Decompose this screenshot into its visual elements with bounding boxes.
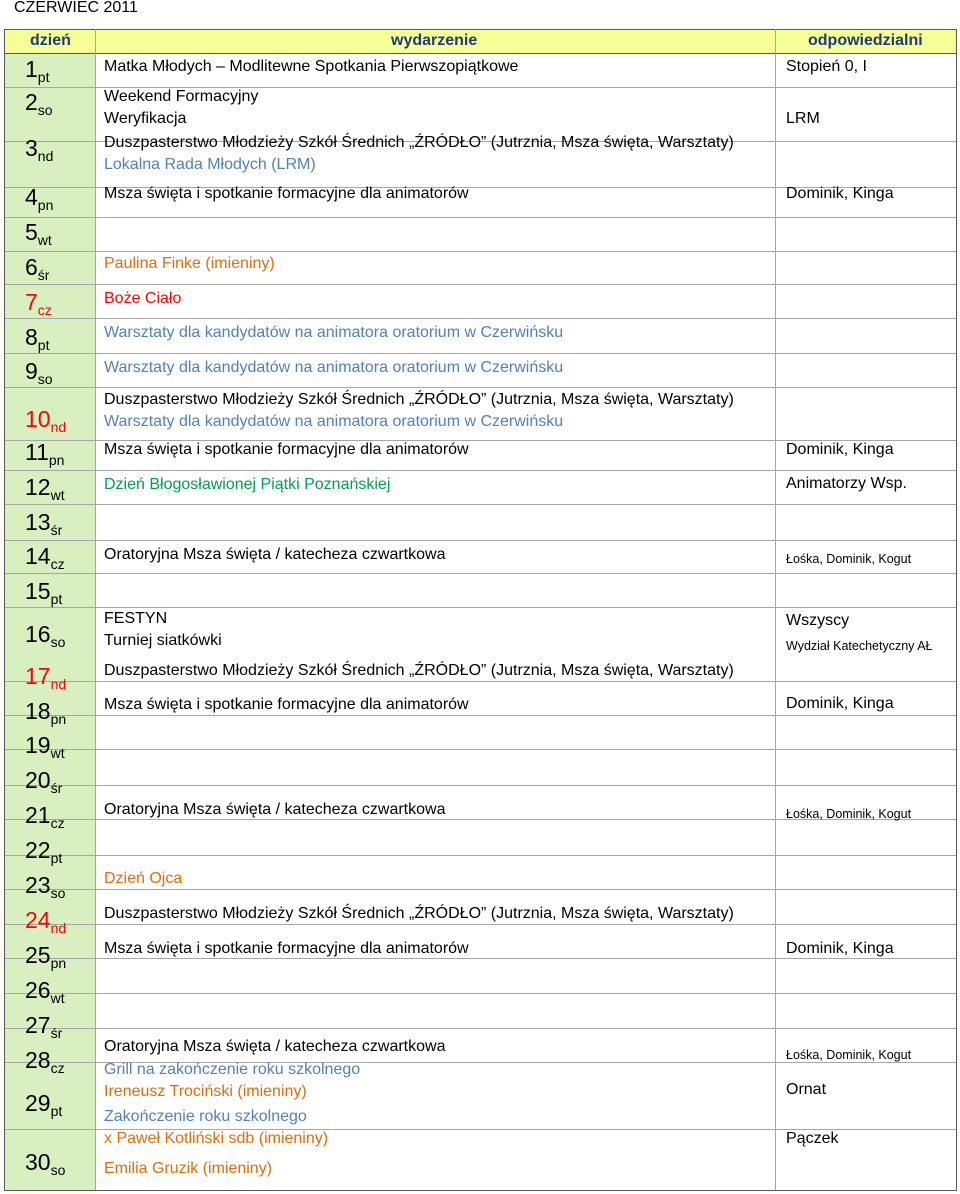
day-of-week: so — [50, 1162, 66, 1178]
event-text: Matka Młodych – Modlitewne Spotkania Pierwszopiątkowe — [104, 58, 519, 75]
day-cell — [25, 767, 62, 797]
column-divider — [956, 29, 957, 1190]
responsible-text: Dominik, Kinga — [786, 441, 894, 458]
day-number: 19 — [25, 732, 51, 758]
day-number: 21 — [25, 802, 51, 828]
day-cell — [25, 543, 65, 573]
day-cell — [25, 942, 66, 972]
responsible-text: Dominik, Kinga — [786, 185, 894, 202]
day-of-week: wt — [50, 990, 65, 1006]
responsible-text: Animatorzy Wsp. — [786, 475, 907, 492]
day-cell — [25, 578, 62, 608]
row-divider — [4, 284, 957, 285]
day-number: 28 — [25, 1047, 51, 1073]
event-text: Dzień Ojca — [104, 870, 183, 887]
day-of-week: pn — [50, 711, 67, 727]
day-of-week: wt — [37, 232, 52, 248]
day-number: 3 — [25, 135, 38, 161]
day-of-week: pt — [50, 850, 63, 866]
day-cell — [25, 358, 53, 388]
day-number: 20 — [25, 767, 51, 793]
event-text: Paulina Finke (imieniny) — [104, 255, 275, 272]
day-of-week: śr — [50, 780, 63, 796]
day-of-week: cz — [50, 556, 65, 572]
row-divider — [4, 217, 957, 218]
event-text: Oratoryjna Msza święta / katecheza czwartkowa — [104, 1038, 446, 1055]
day-cell — [25, 254, 49, 284]
table-header — [4, 29, 957, 53]
day-number: 26 — [25, 977, 51, 1003]
responsible-text: LRM — [786, 110, 820, 127]
day-number: 1 — [25, 56, 38, 82]
day-number: 24 — [25, 907, 51, 933]
event-text: Zakończenie roku szkolnego — [104, 1108, 307, 1125]
row-divider — [4, 1028, 957, 1029]
day-number: 11 — [25, 439, 49, 465]
event-text: Msza święta i spotkanie formacyjne dla animatorów — [104, 185, 469, 202]
event-text: Turniej siatkówki — [104, 632, 222, 649]
day-number: 16 — [25, 621, 51, 647]
day-of-week: so — [50, 885, 66, 901]
row-divider — [4, 749, 957, 750]
day-cell — [25, 509, 62, 539]
day-number: 12 — [25, 474, 51, 500]
header-responsible: odpowiedzialni — [808, 32, 923, 49]
row-divider — [4, 1190, 957, 1191]
responsible-text: Pączek — [786, 1130, 839, 1147]
day-cell — [25, 732, 65, 762]
event-text: Weekend Formacyjny — [104, 88, 259, 105]
event-text: x Paweł Kotliński sdb (imieniny) — [104, 1130, 329, 1147]
day-cell — [25, 135, 53, 165]
day-cell — [25, 289, 52, 319]
row-divider — [4, 53, 957, 54]
day-of-week: śr — [37, 267, 50, 283]
day-of-week: wt — [50, 745, 65, 761]
day-number: 13 — [25, 509, 51, 535]
day-number: 8 — [25, 324, 38, 350]
day-of-week: pt — [50, 591, 63, 607]
day-cell — [25, 324, 49, 354]
day-number: 7 — [25, 289, 38, 315]
day-of-week: pt — [37, 69, 50, 85]
day-number: 9 — [25, 358, 38, 384]
day-number: 23 — [25, 872, 51, 898]
responsible-text: Ornat — [786, 1081, 827, 1098]
day-cell — [25, 977, 65, 1007]
day-number: 27 — [25, 1012, 51, 1038]
day-number: 17 — [25, 663, 51, 689]
day-number: 4 — [25, 184, 38, 210]
responsible-text: Łośka, Dominik, Kogut — [786, 552, 912, 566]
day-number: 22 — [25, 837, 51, 863]
day-cell — [25, 1012, 62, 1042]
event-text: Oratoryjna Msza święta / katecheza czwartkowa — [104, 546, 446, 563]
day-of-week: pn — [48, 452, 65, 468]
day-number: 15 — [25, 578, 51, 604]
day-number: 29 — [25, 1090, 51, 1116]
day-cell — [25, 621, 65, 651]
day-cell — [25, 56, 49, 86]
event-text: Warsztaty dla kandydatów na animatora oratorium w Czerwińsku — [104, 413, 564, 430]
event-text: Warsztaty dla kandydatów na animatora oratorium w Czerwińsku — [104, 324, 564, 341]
day-cell — [25, 1047, 65, 1077]
day-of-week: so — [37, 371, 53, 387]
day-number: 10 — [25, 406, 51, 432]
day-cell — [25, 474, 65, 504]
day-cell — [25, 439, 64, 469]
event-text: Oratoryjna Msza święta / katecheza czwartkowa — [104, 801, 446, 818]
header-event: wydarzenie — [391, 32, 478, 49]
day-cell — [25, 698, 66, 728]
header-day: dzień — [30, 32, 71, 49]
day-number: 6 — [25, 254, 38, 280]
row-divider — [4, 785, 957, 786]
event-text: Duszpasterstwo Młodzieży Szkół Średnich „ŹRÓDŁO” (Jutrznia, Msza święta, Warsztaty) — [104, 905, 734, 922]
day-of-week: nd — [50, 920, 67, 936]
row-divider — [4, 504, 957, 505]
day-of-week: so — [50, 634, 66, 650]
day-number: 5 — [25, 219, 38, 245]
day-cell — [25, 1149, 65, 1179]
day-of-week: pn — [37, 197, 54, 213]
day-of-week: nd — [50, 676, 67, 692]
day-number: 2 — [25, 89, 38, 115]
row-divider — [4, 318, 957, 319]
event-text: Weryfikacja — [104, 110, 187, 127]
day-of-week: śr — [50, 522, 63, 538]
row-divider — [4, 993, 957, 994]
event-text: Emilia Gruzik (imieniny) — [104, 1160, 273, 1177]
day-cell — [25, 907, 66, 937]
day-of-week: nd — [50, 419, 67, 435]
event-text: Duszpasterstwo Młodzieży Szkół Średnich „ŹRÓDŁO” (Jutrznia, Msza święta, Warsztaty) — [104, 391, 734, 408]
page-title: CZERWIEC 2011 — [14, 0, 138, 16]
day-cell — [25, 219, 52, 249]
day-of-week: cz — [50, 1060, 65, 1076]
event-text: Warsztaty dla kandydatów na animatora oratorium w Czerwińsku — [104, 359, 564, 376]
event-text: Boże Ciało — [104, 290, 182, 307]
day-number: 30 — [25, 1149, 51, 1175]
event-text: Grill na zakończenie roku szkolnego — [104, 1061, 361, 1078]
day-of-week: pt — [50, 1103, 63, 1119]
responsible-text: Dominik, Kinga — [786, 940, 894, 957]
day-cell — [25, 1090, 62, 1120]
row-divider — [4, 353, 957, 354]
row-divider — [4, 470, 957, 471]
event-text: Msza święta i spotkanie formacyjne dla animatorów — [104, 940, 469, 957]
day-cell — [25, 184, 53, 214]
day-of-week: pn — [50, 955, 67, 971]
schedule-table — [4, 29, 957, 1190]
day-of-week: śr — [50, 1025, 63, 1041]
row-divider — [4, 855, 957, 856]
day-number: 18 — [25, 698, 51, 724]
event-text: Msza święta i spotkanie formacyjne dla animatorów — [104, 696, 469, 713]
event-text: Lokalna Rada Młodych (LRM) — [104, 156, 316, 173]
day-of-week: so — [37, 102, 53, 118]
day-cell — [25, 872, 65, 902]
event-text: Duszpasterstwo Młodzieży Szkół Średnich „ŹRÓDŁO” (Jutrznia, Msza święta, Warsztaty) — [104, 134, 734, 151]
day-cell — [25, 89, 53, 119]
day-of-week: wt — [50, 487, 65, 503]
day-number: 25 — [25, 942, 51, 968]
event-text: Ireneusz Trociński (imieniny) — [104, 1083, 307, 1100]
day-number: 14 — [25, 543, 51, 569]
responsible-text: Wszyscy — [786, 612, 850, 629]
day-cell — [25, 406, 66, 436]
event-text: Dzień Błogosławionej Piątki Poznańskiej — [104, 476, 391, 493]
responsible-text: Dominik, Kinga — [786, 695, 894, 712]
responsible-text: Łośka, Dominik, Kogut — [786, 1048, 912, 1062]
event-text: Msza święta i spotkanie formacyjne dla animatorów — [104, 441, 469, 458]
column-divider — [95, 29, 96, 1190]
day-of-week: pt — [37, 337, 50, 353]
day-cell — [25, 663, 66, 693]
row-divider — [4, 540, 957, 541]
event-text: Duszpasterstwo Młodzieży Szkół Średnich „ŹRÓDŁO” (Jutrznia, Msza święta, Warsztaty) — [104, 662, 734, 679]
day-cell — [25, 837, 62, 867]
day-cell — [25, 802, 65, 832]
responsible-text: Wydział Katechetyczny AŁ — [786, 639, 933, 653]
day-of-week: nd — [37, 148, 54, 164]
responsible-text: Stopień 0, I — [786, 58, 867, 75]
row-divider — [4, 251, 957, 252]
responsible-text: Łośka, Dominik, Kogut — [786, 807, 912, 821]
column-divider — [775, 29, 776, 1190]
event-text: FESTYN — [104, 610, 168, 627]
column-divider — [4, 29, 5, 1190]
row-divider — [4, 29, 957, 30]
row-divider — [4, 573, 957, 574]
day-of-week: cz — [50, 815, 65, 831]
day-of-week: cz — [37, 302, 52, 318]
row-divider — [4, 387, 957, 388]
